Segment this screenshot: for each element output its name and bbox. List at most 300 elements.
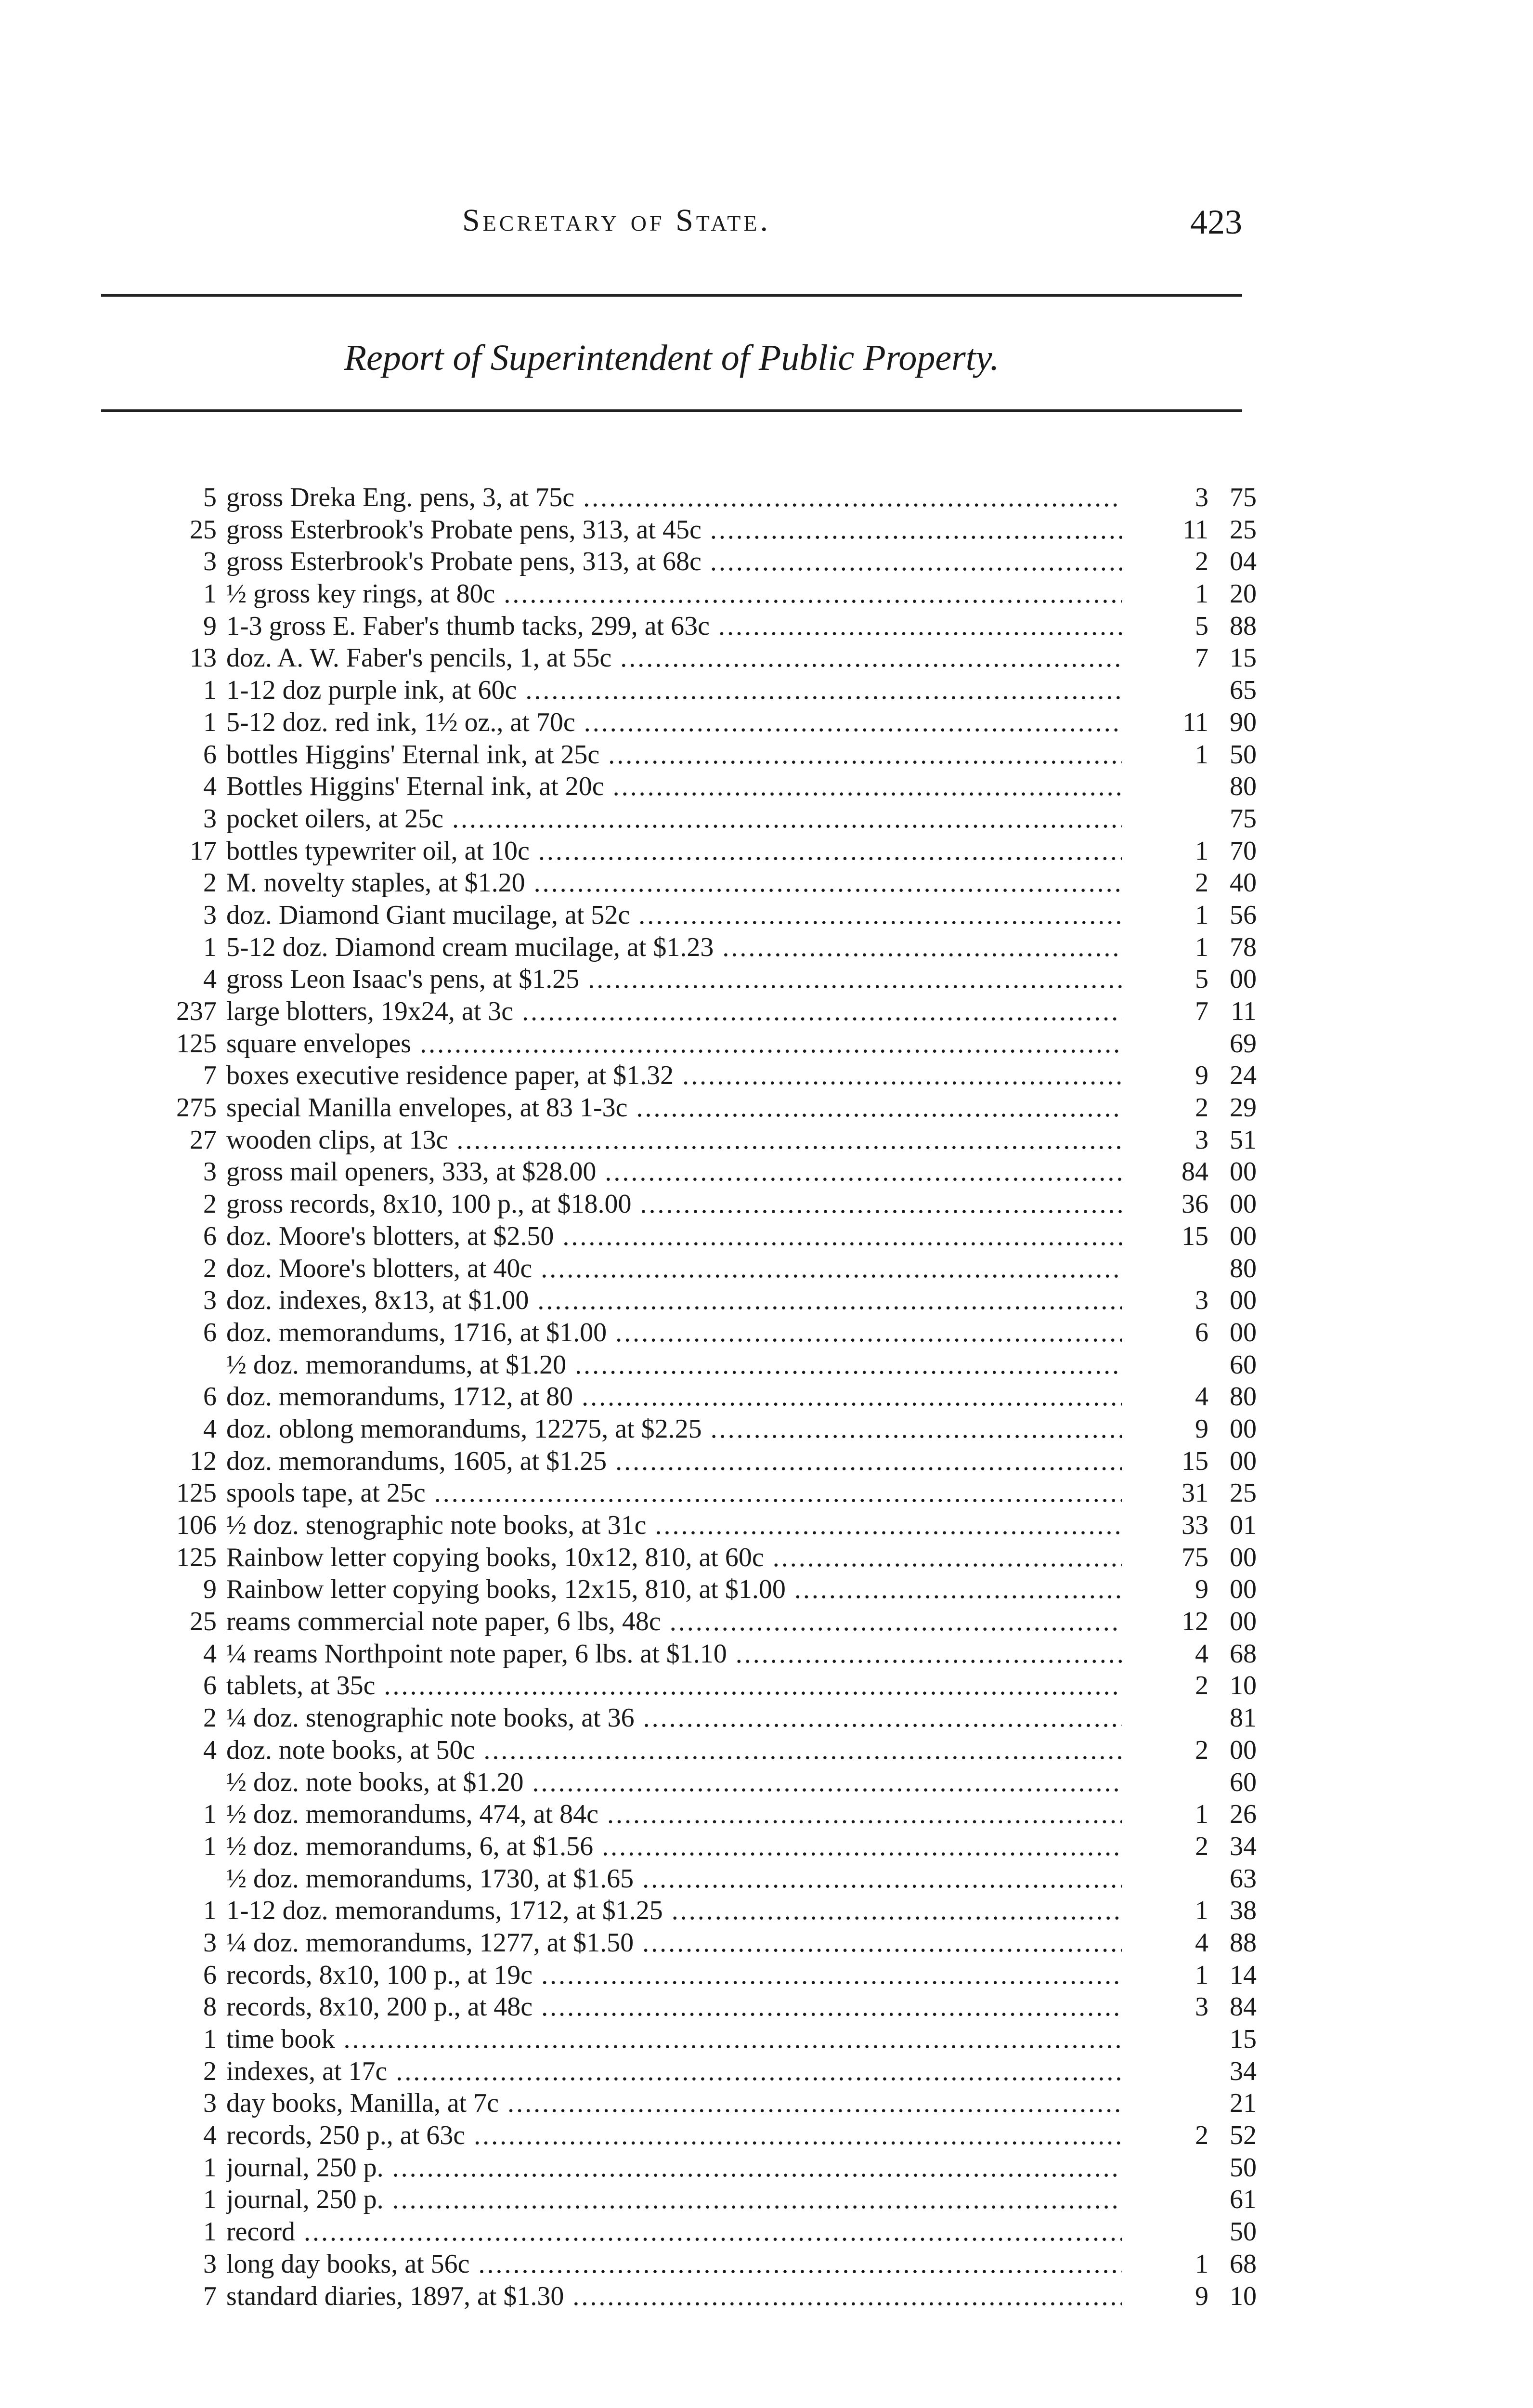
item-description: doz. Moore's blotters, at 40c ..... [226,1253,1122,1284]
list-item [159,578,1257,610]
item-quantity: 12 [190,1446,217,1476]
item-description: boxes executive residence paper, at $1.32 ..... [226,1060,1122,1091]
amount-cents: 25 [1230,1478,1257,1508]
item-quantity: 1 [203,1896,217,1926]
list-item [159,642,1257,674]
item-amount [1151,2055,1257,2087]
amount-dollars: 75 [1182,1542,1208,1572]
item-amount [1151,931,1257,963]
item-description: long day books, at 56c ..... [226,2248,1122,2280]
list-item [159,1767,1257,1799]
list-item [159,1188,1257,1220]
list-item [159,1606,1257,1638]
list-item [159,1895,1257,1927]
amount-cents: 40 [1230,868,1257,898]
item-amount [1151,1060,1257,1091]
list-item [159,546,1257,578]
amount-cents: 60 [1230,1349,1257,1380]
list-item [159,1670,1257,1702]
amount-cents: 10 [1230,1671,1257,1701]
amount-cents: 51 [1230,1125,1257,1155]
item-amount [1151,2152,1257,2184]
item-description: bottles Higgins' Eternal ink, at 25c ..... [226,739,1122,771]
item-description: 1-12 doz purple ink, at 60c ..... [226,674,1122,706]
amount-cents: 50 [1230,2217,1257,2247]
item-quantity: 1 [203,932,217,962]
item-amount [1151,1477,1257,1509]
list-item [159,1509,1257,1542]
item-description: reams commercial note paper, 6 lbs, 48c ..... [226,1606,1122,1637]
item-amount [1151,1445,1257,1477]
item-description: ½ doz. memorandums, at $1.20 ..... [226,1349,1122,1381]
amount-dollars: 12 [1182,1607,1208,1637]
item-description: ½ gross key rings, at 80c ..... [226,578,1122,610]
list-item [159,2055,1257,2088]
item-amount [1151,1606,1257,1637]
list-item [159,1734,1257,1767]
list-item [159,1573,1257,1606]
item-description: ¼ doz. memorandums, 1277, at $1.50 ..... [226,1927,1122,1959]
item-amount [1151,1959,1257,1991]
amount-cents: 26 [1230,1799,1257,1830]
item-amount [1151,2280,1257,2312]
item-description: wooden clips, at 13c ..... [226,1124,1122,1156]
item-amount [1151,1092,1257,1124]
amount-cents: 15 [1230,643,1257,673]
item-amount [1151,482,1257,513]
item-description: 1-12 doz. memorandums, 1712, at $1.25 ..... [226,1895,1122,1926]
item-description: special Manilla envelopes, at 83 1-3c ..... [226,1092,1122,1124]
item-quantity: 3 [203,547,217,577]
list-item [159,1156,1257,1188]
item-description: 1-3 gross E. Faber's thumb tacks, 299, at 63c ..... [226,610,1122,642]
item-quantity: 3 [203,1285,217,1316]
list-item [159,1413,1257,1445]
amount-dollars: 11 [1182,514,1208,545]
amount-dollars: 1 [1195,579,1208,609]
item-description: Rainbow letter copying books, 12x15, 810, at $1.00 ..... [226,1573,1122,1605]
list-item [159,1863,1257,1895]
item-amount [1151,1124,1257,1156]
item-description: square envelopes ..... [226,1028,1122,1060]
amount-cents: 88 [1230,1927,1257,1958]
item-description: doz. A. W. Faber's pencils, 1, at 55c ..... [226,642,1122,674]
amount-cents: 80 [1230,1253,1257,1283]
item-description: doz. memorandums, 1716, at $1.00 ..... [226,1317,1122,1348]
item-description: ½ doz. memorandums, 6, at $1.56 ..... [226,1831,1122,1862]
item-quantity: 6 [203,1671,217,1701]
item-description: ½ doz. note books, at $1.20 ..... [226,1767,1122,1798]
item-quantity: 6 [203,1317,217,1348]
item-description: large blotters, 19x24, at 3c ..... [226,995,1122,1027]
item-description: ½ doz. memorandums, 474, at 84c ..... [226,1798,1122,1830]
amount-cents: 00 [1230,1542,1257,1572]
item-amount [1151,546,1257,577]
amount-cents: 00 [1230,1157,1257,1187]
item-quantity: 6 [203,1382,217,1412]
item-amount [1151,803,1257,835]
item-quantity: 275 [176,1093,217,1123]
amount-cents: 80 [1230,772,1257,802]
item-amount [1151,1702,1257,1734]
item-quantity: 1 [203,1799,217,1830]
amount-dollars: 7 [1195,643,1208,673]
amount-dollars: 84 [1182,1157,1208,1187]
amount-dollars: 2 [1195,1831,1208,1861]
item-description: M. novelty staples, at $1.20 ..... [226,867,1122,899]
amount-dollars: 2 [1195,1093,1208,1123]
amount-dollars: 2 [1195,1735,1208,1765]
item-amount [1151,674,1257,706]
item-description: pocket oilers, at 25c ..... [226,803,1122,835]
amount-dollars: 1 [1195,2249,1208,2279]
amount-dollars: 33 [1182,1510,1208,1540]
item-quantity: 1 [203,2217,217,2247]
list-item [159,1477,1257,1509]
list-item [159,2216,1257,2248]
item-quantity: 125 [176,1478,217,1508]
list-item [159,803,1257,835]
amount-dollars: 15 [1182,1446,1208,1476]
item-quantity: 3 [203,2249,217,2279]
list-item [159,2087,1257,2120]
amount-dollars: 1 [1195,932,1208,962]
item-description: records, 8x10, 200 p., at 48c ..... [226,1991,1122,2023]
amount-cents: 88 [1230,611,1257,641]
item-quantity: 125 [176,1028,217,1059]
item-amount [1151,963,1257,995]
amount-dollars: 6 [1195,1317,1208,1348]
amount-cents: 75 [1230,483,1257,512]
amount-cents: 11 [1231,996,1257,1026]
list-item [159,739,1257,771]
amount-dollars: 5 [1195,611,1208,641]
item-amount [1151,867,1257,899]
item-amount [1151,1509,1257,1541]
item-amount [1151,1253,1257,1284]
amount-cents: 25 [1230,514,1257,545]
item-quantity: 9 [203,1574,217,1605]
list-item [159,482,1257,514]
item-quantity: 9 [203,611,217,641]
amount-cents: 34 [1230,1831,1257,1861]
amount-dollars: 9 [1195,1413,1208,1444]
amount-dollars: 11 [1182,707,1208,737]
amount-dollars: 1 [1195,900,1208,930]
item-description: day books, Manilla, at 7c ..... [226,2087,1122,2119]
amount-cents: 80 [1230,1382,1257,1412]
item-quantity: 4 [203,1413,217,1444]
item-quantity: 1 [203,579,217,609]
running-title: Secretary of State. [462,203,771,238]
item-quantity: 2 [203,1703,217,1733]
item-description: records, 250 p., at 63c ..... [226,2120,1122,2151]
item-description: gross Dreka Eng. pens, 3, at 75c ..... [226,482,1122,513]
list-item [159,2280,1257,2313]
item-quantity: 125 [176,1542,217,1572]
item-description: gross records, 8x10, 100 p., at $18.00 ..... [226,1188,1122,1220]
item-description: gross Esterbrook's Probate pens, 313, at 45c ..... [226,514,1122,546]
item-description: gross Leon Isaac's pens, at $1.25 ..... [226,963,1122,995]
amount-dollars: 3 [1195,1992,1208,2022]
amount-dollars: 36 [1182,1189,1208,1219]
item-description: doz. memorandums, 1605, at $1.25 ..... [226,1445,1122,1477]
amount-dollars: 4 [1195,1382,1208,1412]
list-item [159,1060,1257,1092]
item-quantity: 3 [203,2088,217,2119]
item-description: doz. Diamond Giant mucilage, at 52c ..... [226,899,1122,931]
item-amount [1151,1028,1257,1060]
item-amount [1151,1831,1257,1862]
item-quantity: 27 [190,1125,217,1155]
amount-dollars: 9 [1195,2281,1208,2311]
item-amount [1151,2023,1257,2055]
amount-dollars: 4 [1195,1638,1208,1669]
amount-cents: 21 [1230,2088,1257,2119]
amount-cents: 04 [1230,547,1257,577]
list-item [159,771,1257,803]
item-amount [1151,1349,1257,1381]
item-amount [1151,1317,1257,1348]
list-item [159,1927,1257,1959]
list-item [159,1798,1257,1831]
item-description: records, 8x10, 100 p., at 19c ..... [226,1959,1122,1991]
list-item [159,2152,1257,2184]
item-quantity: 1 [203,2185,217,2215]
item-description: Rainbow letter copying books, 10x12, 810, at 60c ..... [226,1542,1122,1573]
item-quantity: 7 [203,2281,217,2311]
amount-cents: 00 [1230,1317,1257,1348]
amount-cents: 68 [1230,1638,1257,1669]
item-amount [1151,1542,1257,1573]
item-amount [1151,771,1257,802]
amount-cents: 63 [1230,1863,1257,1894]
item-quantity: 4 [203,2120,217,2151]
item-description: time book ..... [226,2023,1122,2055]
item-description: bottles typewriter oil, at 10c ..... [226,835,1122,867]
item-quantity: 1 [203,675,217,706]
item-quantity: 17 [190,836,217,866]
amount-cents: 00 [1230,1446,1257,1476]
item-amount [1151,1413,1257,1445]
list-item [159,931,1257,964]
item-description: journal, 250 p. ..... [226,2152,1122,2184]
amount-cents: 60 [1230,1767,1257,1797]
item-description: tablets, at 35c ..... [226,1670,1122,1701]
amount-cents: 50 [1230,739,1257,770]
item-amount [1151,835,1257,867]
item-amount [1151,642,1257,674]
amount-dollars: 15 [1182,1221,1208,1251]
amount-cents: 00 [1230,964,1257,995]
item-quantity: 4 [203,772,217,802]
item-quantity: 5 [203,483,217,512]
item-amount [1151,1284,1257,1316]
item-description: 5-12 doz. Diamond cream mucilage, at $1.23 ..... [226,931,1122,963]
item-description: ½ doz. memorandums, 1730, at $1.65 ..... [226,1863,1122,1895]
list-item [159,1317,1257,1349]
item-quantity: 106 [176,1510,217,1540]
amount-cents: 75 [1230,803,1257,834]
amount-dollars: 4 [1195,1927,1208,1958]
item-amount [1151,1220,1257,1252]
list-item [159,2120,1257,2152]
amount-dollars: 2 [1195,1671,1208,1701]
amount-cents: 01 [1230,1510,1257,1540]
item-quantity: 1 [203,2152,217,2183]
amount-dollars: 5 [1195,964,1208,995]
amount-cents: 15 [1230,2024,1257,2054]
item-description: 5-12 doz. red ink, 1½ oz., at 70c ..... [226,707,1122,738]
amount-cents: 00 [1230,1413,1257,1444]
item-amount [1151,1895,1257,1926]
section-rule [101,409,1242,412]
list-item [159,1542,1257,1574]
amount-cents: 65 [1230,675,1257,706]
item-amount [1151,1767,1257,1798]
amount-dollars: 2 [1195,2120,1208,2151]
list-item [159,1381,1257,1413]
amount-cents: 34 [1230,2056,1257,2086]
header-rule [101,294,1242,297]
list-item [159,995,1257,1028]
list-item [159,1638,1257,1670]
item-amount [1151,1573,1257,1605]
amount-dollars: 3 [1195,1125,1208,1155]
item-quantity: 25 [190,514,217,545]
item-amount [1151,1188,1257,1220]
list-item [159,1092,1257,1124]
amount-cents: 20 [1230,579,1257,609]
amount-dollars: 9 [1195,1060,1208,1091]
list-item [159,674,1257,707]
item-quantity: 2 [203,2056,217,2086]
amount-cents: 50 [1230,2152,1257,2183]
list-item [159,1831,1257,1863]
list-item [159,835,1257,867]
item-quantity: 3 [203,1157,217,1187]
item-amount [1151,707,1257,738]
item-quantity: 4 [203,1735,217,1765]
item-description: indexes, at 17c ..... [226,2055,1122,2087]
amount-dollars: 1 [1195,836,1208,866]
item-list [159,482,1257,2312]
amount-cents: 68 [1230,2249,1257,2279]
item-description: ¼ reams Northpoint note paper, 6 lbs. at $1.10 ..... [226,1638,1122,1670]
item-description: ½ doz. stenographic note books, at 31c ..... [226,1509,1122,1541]
list-item [159,514,1257,546]
item-amount [1151,1734,1257,1766]
amount-cents: 14 [1230,1960,1257,1990]
item-amount [1151,1927,1257,1959]
item-amount [1151,1863,1257,1895]
amount-cents: 00 [1230,1189,1257,1219]
item-description: doz. oblong memorandums, 12275, at $2.25 ..... [226,1413,1122,1445]
amount-cents: 52 [1230,2120,1257,2151]
list-item [159,2248,1257,2280]
amount-cents: 00 [1230,1735,1257,1765]
item-description: gross mail openers, 333, at $28.00 ..... [226,1156,1122,1188]
item-amount [1151,1638,1257,1670]
item-amount [1151,1670,1257,1701]
amount-dollars: 1 [1195,1960,1208,1990]
list-item [159,1028,1257,1060]
item-description: Bottles Higgins' Eternal ink, at 20c ..... [226,771,1122,802]
amount-cents: 00 [1230,1221,1257,1251]
amount-cents: 24 [1230,1060,1257,1091]
item-description: doz. Moore's blotters, at $2.50 ..... [226,1220,1122,1252]
list-item [159,867,1257,899]
amount-dollars: 1 [1195,739,1208,770]
amount-cents: 29 [1230,1093,1257,1123]
item-amount [1151,2087,1257,2119]
item-quantity: 237 [176,996,217,1026]
item-quantity: 1 [203,1831,217,1861]
list-item [159,1124,1257,1156]
item-amount [1151,2184,1257,2215]
amount-dollars: 2 [1195,868,1208,898]
amount-cents: 00 [1230,1574,1257,1605]
list-item [159,1220,1257,1253]
list-item [159,1445,1257,1478]
page-number: 423 [1190,203,1242,241]
list-item [159,610,1257,642]
item-amount [1151,578,1257,610]
item-description: record ..... [226,2216,1122,2248]
list-item [159,1253,1257,1285]
list-item [159,707,1257,739]
item-amount [1151,2248,1257,2280]
item-quantity: 3 [203,1927,217,1958]
amount-cents: 00 [1230,1285,1257,1316]
amount-cents: 61 [1230,2185,1257,2215]
item-quantity: 25 [190,1607,217,1637]
item-amount [1151,610,1257,642]
item-description: journal, 250 p. ..... [226,2184,1122,2215]
amount-dollars: 1 [1195,1896,1208,1926]
item-amount [1151,1798,1257,1830]
item-quantity: 3 [203,803,217,834]
item-amount [1151,1156,1257,1188]
list-item [159,1702,1257,1734]
item-amount [1151,899,1257,931]
amount-dollars: 7 [1195,996,1208,1026]
list-item [159,963,1257,995]
item-description: gross Esterbrook's Probate pens, 313, at 68c ..... [226,546,1122,577]
item-quantity: 6 [203,1960,217,1990]
amount-cents: 56 [1230,900,1257,930]
amount-dollars: 31 [1182,1478,1208,1508]
list-item [159,1959,1257,1991]
item-quantity: 2 [203,868,217,898]
item-amount [1151,514,1257,546]
item-quantity: 7 [203,1060,217,1091]
list-item [159,1991,1257,2023]
page-header [101,202,1242,255]
item-quantity: 8 [203,1992,217,2022]
amount-dollars: 1 [1195,1799,1208,1830]
amount-cents: 00 [1230,1607,1257,1637]
item-amount [1151,2120,1257,2151]
list-item [159,1349,1257,1381]
item-amount [1151,1381,1257,1413]
amount-dollars: 3 [1195,1285,1208,1316]
list-item [159,899,1257,931]
item-quantity: 4 [203,964,217,995]
item-quantity: 2 [203,1253,217,1283]
amount-cents: 70 [1230,836,1257,866]
amount-cents: 78 [1230,932,1257,962]
